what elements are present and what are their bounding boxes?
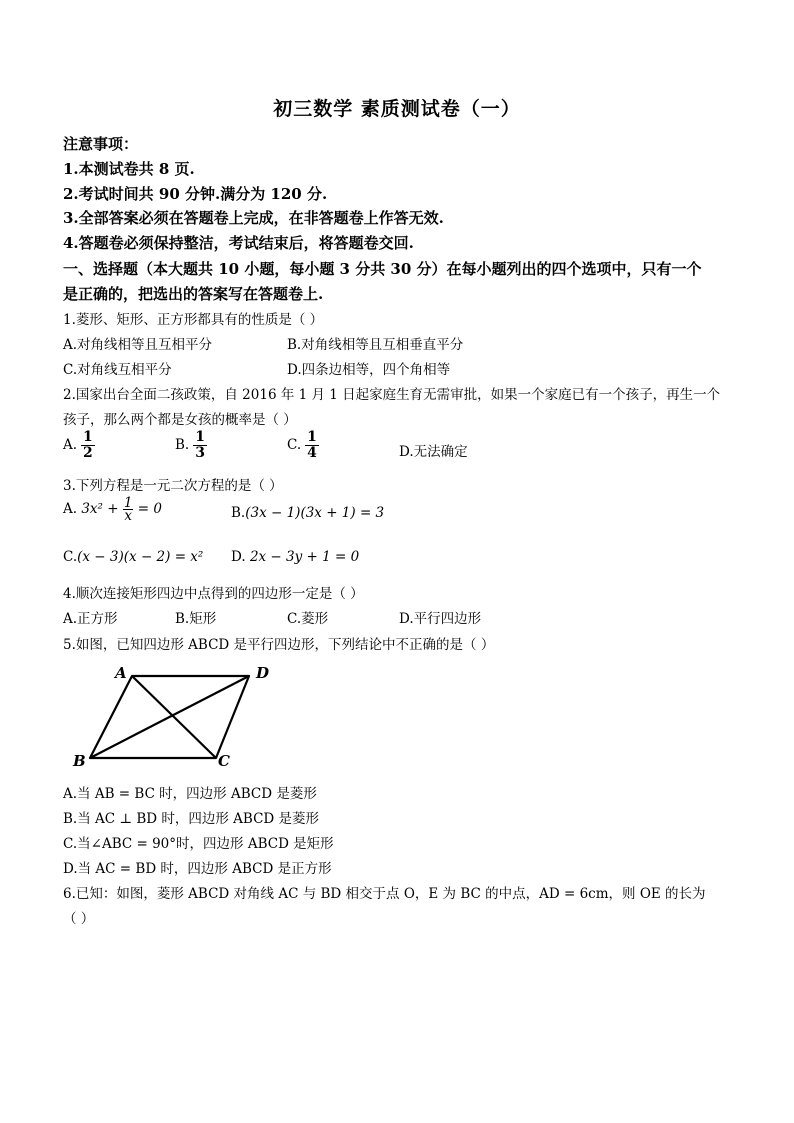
fraction [123, 497, 134, 522]
q3-option-b [231, 505, 384, 521]
q3-option-c [63, 549, 203, 565]
diagonal-bd [90, 676, 249, 758]
math-expression: (3x − 1)(3x + 1) = 3 [245, 505, 385, 521]
q2-stem-line2: 孩子，那么两个都是女孩的概率是（ ） [63, 412, 297, 428]
option-label: B. [175, 437, 190, 453]
q5-option-a: A.当 AB = BC 时，四边形 ABCD 是菱形 [63, 786, 317, 802]
notes-heading: 注意事项： [63, 135, 139, 153]
note-item: 2.考试时间共 90 分钟.满分为 120 分. [63, 185, 328, 203]
q4-option-d: D.平行四边形 [399, 611, 482, 627]
note-item: 3.全部答案必须在答题卷上完成，在非答题卷上作答无效. [63, 209, 444, 227]
vertex-label-d: D [256, 664, 270, 682]
section-heading-line1: 一、选择题（本大题共 10 小题，每小题 3 分共 30 分）在每小题列出的四个选项中，只有一个 [63, 260, 702, 278]
option-label: C. [287, 437, 302, 453]
fraction-denominator: 2 [83, 445, 93, 461]
fraction-numerator: 1 [123, 495, 133, 511]
q1-option-b: B.对角线相等且互相垂直平分 [287, 337, 464, 353]
note-item: 4.答题卷必须保持整洁，考试结束后，将答题卷交回. [63, 234, 414, 252]
fraction [193, 430, 207, 461]
math-expression: = 0 [137, 501, 162, 517]
diagonal-ac [132, 676, 216, 758]
option-label: A. [63, 501, 78, 517]
q1-stem: 1.菱形、矩形、正方形都具有的性质是（ ） [63, 312, 324, 328]
q2-option-c [287, 430, 319, 461]
q6-stem-line1: 6.已知：如图，菱形 ABCD 对角线 AC 与 BD 相交于点 O，E 为 BC 的中点，AD = 6cm，则 OE 的长为 [63, 886, 706, 902]
fraction-numerator: 1 [83, 429, 93, 445]
fraction-numerator: 1 [195, 429, 205, 445]
fraction [81, 430, 95, 461]
q6-stem-line2: （ ） [63, 911, 95, 927]
option-label: A. [63, 437, 78, 453]
q5-stem: 5.如图，已知四边形 ABCD 是平行四边形，下列结论中不正确的是（ ） [63, 637, 495, 653]
q5-option-b: B.当 AC ⊥ BD 时，四边形 ABCD 是菱形 [63, 811, 320, 827]
q5-option-c: C.当∠ABC = 90°时，四边形 ABCD 是矩形 [63, 836, 334, 852]
math-expression: 3x² + [81, 501, 119, 517]
option-label: B. [231, 505, 246, 521]
q5-option-d: D.当 AC = BD 时，四边形 ABCD 是正方形 [63, 861, 332, 877]
q1-option-c: C.对角线互相平分 [63, 362, 172, 378]
q2-stem-line1: 2.国家出台全面二孩政策，自 2016 年 1 月 1 日起家庭生育无需审批，如果一个家庭已有一个孩子，再生一个 [63, 387, 721, 403]
q1-option-d: D.四条边相等，四个角相等 [287, 362, 451, 378]
section-heading-line2: 是正确的，把选出的答案写在答题卷上. [63, 285, 324, 303]
q4-stem: 4.顺次连接矩形四边中点得到的四边形一定是（ ） [63, 586, 364, 602]
q3-stem: 3.下列方程是一元二次方程的是（ ） [63, 478, 283, 494]
vertex-label-c: C [218, 752, 230, 770]
q3-option-a [63, 497, 162, 522]
fraction [305, 430, 319, 461]
parallelogram-figure [60, 660, 290, 775]
math-expression: 2x − 3y + 1 = 0 [249, 549, 360, 565]
vertex-label-b: B [73, 752, 86, 770]
fraction-numerator: 1 [307, 429, 317, 445]
q4-option-c: C.菱形 [287, 611, 329, 627]
q4-option-a: A.正方形 [63, 611, 118, 627]
page-title: 初三数学 素质测试卷（一） [273, 98, 521, 120]
q2-option-d: D.无法确定 [399, 444, 468, 460]
fraction-denominator: x [124, 508, 132, 524]
note-item: 1.本测试卷共 8 页. [63, 160, 195, 178]
q4-option-b: B.矩形 [175, 611, 217, 627]
math-expression: (x − 3)(x − 2) = x² [77, 549, 204, 565]
q3-option-d [231, 549, 359, 565]
q1-option-a: A.对角线相等且互相平分 [63, 337, 213, 353]
fraction-denominator: 4 [307, 445, 317, 461]
fraction-denominator: 3 [195, 445, 205, 461]
vertex-label-a: A [115, 664, 127, 682]
option-label: C. [63, 549, 78, 565]
q2-option-a [63, 430, 95, 461]
option-label: D. [231, 549, 246, 565]
q2-option-b [175, 430, 207, 461]
